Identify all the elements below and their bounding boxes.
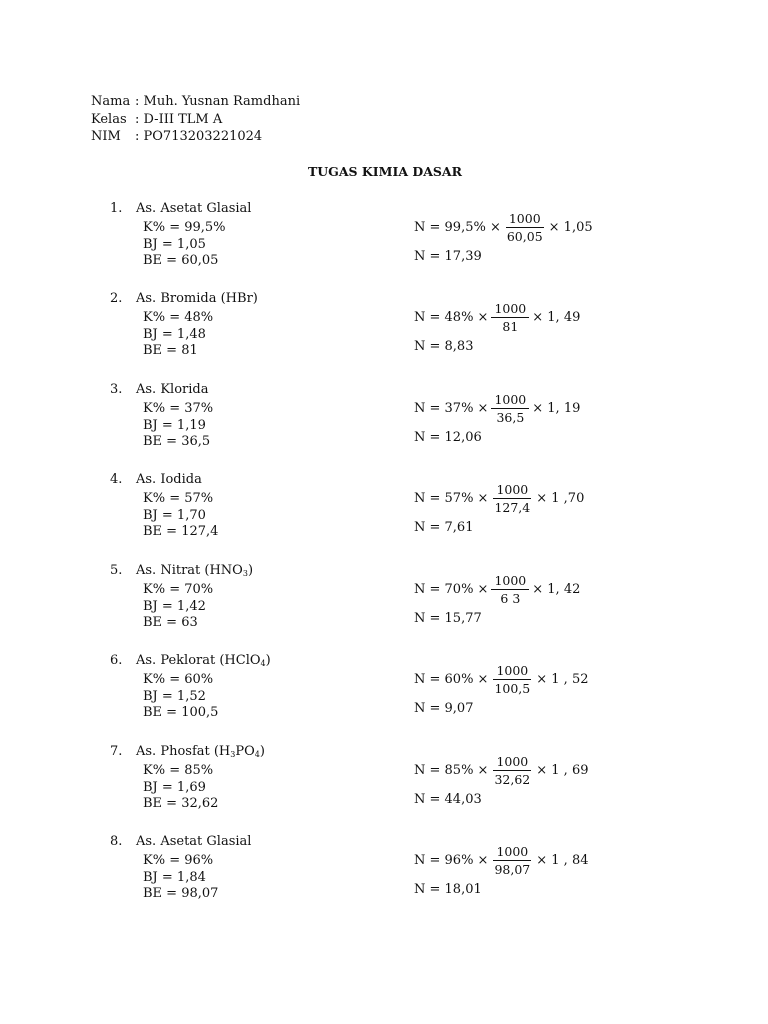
formula-left: N = 48% × — [414, 310, 489, 325]
concentration: K% = 96% — [143, 853, 214, 868]
item-number: 6. — [110, 653, 123, 668]
density: BJ = 1,70 — [143, 507, 206, 523]
equivalent-weight: BE = 36,5 — [143, 434, 211, 449]
fraction-denominator: 127,4 — [494, 500, 531, 515]
item-name: As. Klorida — [136, 382, 209, 397]
class-value: : D-III TLM A — [135, 111, 223, 127]
fraction-numerator: 1000 — [491, 301, 529, 318]
class-row — [91, 111, 300, 129]
fraction-numerator: 1000 — [491, 392, 529, 409]
problem-item — [0, 834, 768, 919]
formula-left: N = 60% × — [414, 672, 489, 687]
fraction-denominator: 98,07 — [494, 862, 531, 877]
nim-row — [91, 128, 300, 146]
concentration: K% = 60% — [143, 672, 214, 687]
item-name-end: ) — [247, 563, 254, 578]
given-values — [143, 582, 213, 632]
item-name: As. Asetat Glasial — [136, 834, 252, 849]
subscript: 4 — [254, 750, 260, 759]
formula-right: × 1 , 84 — [536, 853, 589, 868]
item-number: 3. — [110, 382, 123, 397]
normality-formula — [414, 573, 580, 606]
given-values — [143, 220, 226, 270]
fraction-numerator: 1000 — [493, 844, 531, 861]
fraction — [491, 754, 533, 787]
nim-label: NIM — [91, 129, 121, 144]
density: BJ = 1,19 — [143, 417, 206, 433]
subscript: 4 — [260, 659, 266, 668]
equivalent-weight: BE = 60,05 — [143, 253, 219, 268]
given-values — [143, 491, 218, 541]
fraction-numerator: 1000 — [493, 663, 531, 680]
fraction-denominator: 60,05 — [506, 229, 543, 244]
problem-item — [0, 653, 768, 738]
item-name-mid: PO — [235, 744, 255, 759]
normality-result: N = 17,39 — [414, 249, 482, 264]
fraction — [504, 211, 546, 244]
nim-value: : PO713203221024 — [135, 129, 263, 144]
given-values — [143, 853, 218, 903]
normality-result: N = 12,06 — [414, 430, 482, 445]
equivalent-weight: BE = 127,4 — [143, 524, 219, 539]
concentration: K% = 48% — [143, 310, 214, 325]
density: BJ = 1,42 — [143, 598, 206, 614]
equivalent-weight: BE = 63 — [143, 615, 198, 630]
normality-result: N = 44,03 — [414, 792, 482, 807]
concentration: K% = 57% — [143, 491, 214, 506]
equivalent-weight: BE = 100,5 — [143, 705, 219, 720]
student-info — [91, 93, 300, 146]
formula-left: N = 37% × — [414, 401, 489, 416]
fraction-denominator: 32,62 — [494, 772, 531, 787]
normality-result: N = 9,07 — [414, 701, 474, 716]
concentration: K% = 70% — [143, 582, 214, 597]
normality-formula — [414, 392, 580, 425]
formula-left: N = 99,5% × — [414, 220, 501, 235]
fraction-numerator: 1000 — [491, 573, 529, 590]
formula-right: × 1 ,70 — [536, 491, 585, 506]
fraction — [491, 573, 529, 606]
normality-result: N = 8,83 — [414, 339, 474, 354]
fraction-denominator: 100,5 — [494, 681, 531, 696]
item-number: 4. — [110, 472, 123, 487]
normality-formula — [414, 754, 589, 787]
fraction-denominator: 36,5 — [496, 410, 525, 425]
normality-formula — [414, 211, 593, 244]
problem-item — [0, 472, 768, 557]
fraction-denominator: 6 3 — [500, 591, 521, 606]
fraction-numerator: 1000 — [506, 211, 544, 228]
normality-formula — [414, 301, 580, 334]
formula-left: N = 70% × — [414, 582, 489, 597]
equivalent-weight: BE = 81 — [143, 343, 198, 358]
normality-result: N = 7,61 — [414, 520, 474, 535]
density: BJ = 1,05 — [143, 236, 206, 252]
item-name — [136, 653, 271, 668]
item-name: As. Iodida — [136, 472, 202, 487]
formula-right: × 1, 49 — [532, 310, 581, 325]
density: BJ = 1,84 — [143, 869, 206, 885]
normality-formula — [414, 663, 589, 696]
fraction — [491, 482, 533, 515]
item-name-end: ) — [259, 744, 265, 759]
name-value: : Muh. Yusnan Ramdhani — [135, 94, 301, 109]
formula-left: N = 57% × — [414, 491, 489, 506]
fraction — [491, 663, 533, 696]
concentration: K% = 37% — [143, 401, 214, 416]
concentration: K% = 85% — [143, 763, 214, 778]
density: BJ = 1,48 — [143, 326, 206, 342]
subscript: 3 — [242, 569, 248, 578]
density: BJ = 1,52 — [143, 688, 206, 704]
problem-item — [0, 201, 768, 286]
density: BJ = 1,69 — [143, 779, 206, 795]
formula-right: × 1, 42 — [532, 582, 581, 597]
fraction — [491, 844, 533, 877]
item-name-end: ) — [265, 653, 271, 668]
item-number: 1. — [110, 201, 123, 216]
fraction-numerator: 1000 — [493, 754, 531, 771]
fraction-numerator: 1000 — [493, 482, 531, 499]
normality-formula — [414, 844, 589, 877]
item-name-text: As. Phosfat (H — [136, 744, 231, 759]
formula-right: × 1,05 — [548, 220, 593, 235]
item-name: As. Bromida (HBr) — [136, 291, 258, 306]
item-number: 5. — [110, 563, 123, 578]
problem-item — [0, 563, 768, 648]
normality-formula — [414, 482, 584, 515]
document-title: TUGAS KIMIA DASAR — [307, 164, 463, 179]
item-number: 7. — [110, 744, 123, 759]
formula-right: × 1, 19 — [532, 401, 581, 416]
fraction — [491, 392, 529, 425]
given-values — [143, 672, 218, 722]
formula-left: N = 96% × — [414, 853, 489, 868]
normality-result: N = 18,01 — [414, 882, 482, 897]
subscript: 3 — [230, 750, 236, 759]
given-values — [143, 310, 213, 360]
concentration: K% = 99,5% — [143, 220, 226, 235]
given-values — [143, 763, 218, 813]
item-name — [136, 744, 265, 759]
item-name-text: As. Nitrat (HNO — [136, 563, 243, 578]
formula-right: × 1 , 69 — [536, 763, 589, 778]
formula-right: × 1 , 52 — [536, 672, 589, 687]
fraction — [491, 301, 529, 334]
problem-item — [0, 382, 768, 467]
normality-result: N = 15,77 — [414, 611, 482, 626]
item-name — [136, 563, 253, 578]
equivalent-weight: BE = 98,07 — [143, 886, 219, 901]
name-label: Nama — [91, 94, 131, 109]
formula-left: N = 85% × — [414, 763, 489, 778]
name-row — [91, 93, 300, 111]
item-name-text: As. Peklorat (HClO — [136, 653, 261, 668]
problem-item — [0, 744, 768, 829]
class-label: Kelas — [91, 111, 127, 127]
problem-item — [0, 291, 768, 376]
item-name: As. Asetat Glasial — [136, 201, 252, 216]
given-values — [143, 401, 213, 451]
item-number: 8. — [110, 834, 123, 849]
equivalent-weight: BE = 32,62 — [143, 796, 219, 811]
item-number: 2. — [110, 291, 123, 306]
fraction-denominator: 81 — [502, 319, 519, 334]
